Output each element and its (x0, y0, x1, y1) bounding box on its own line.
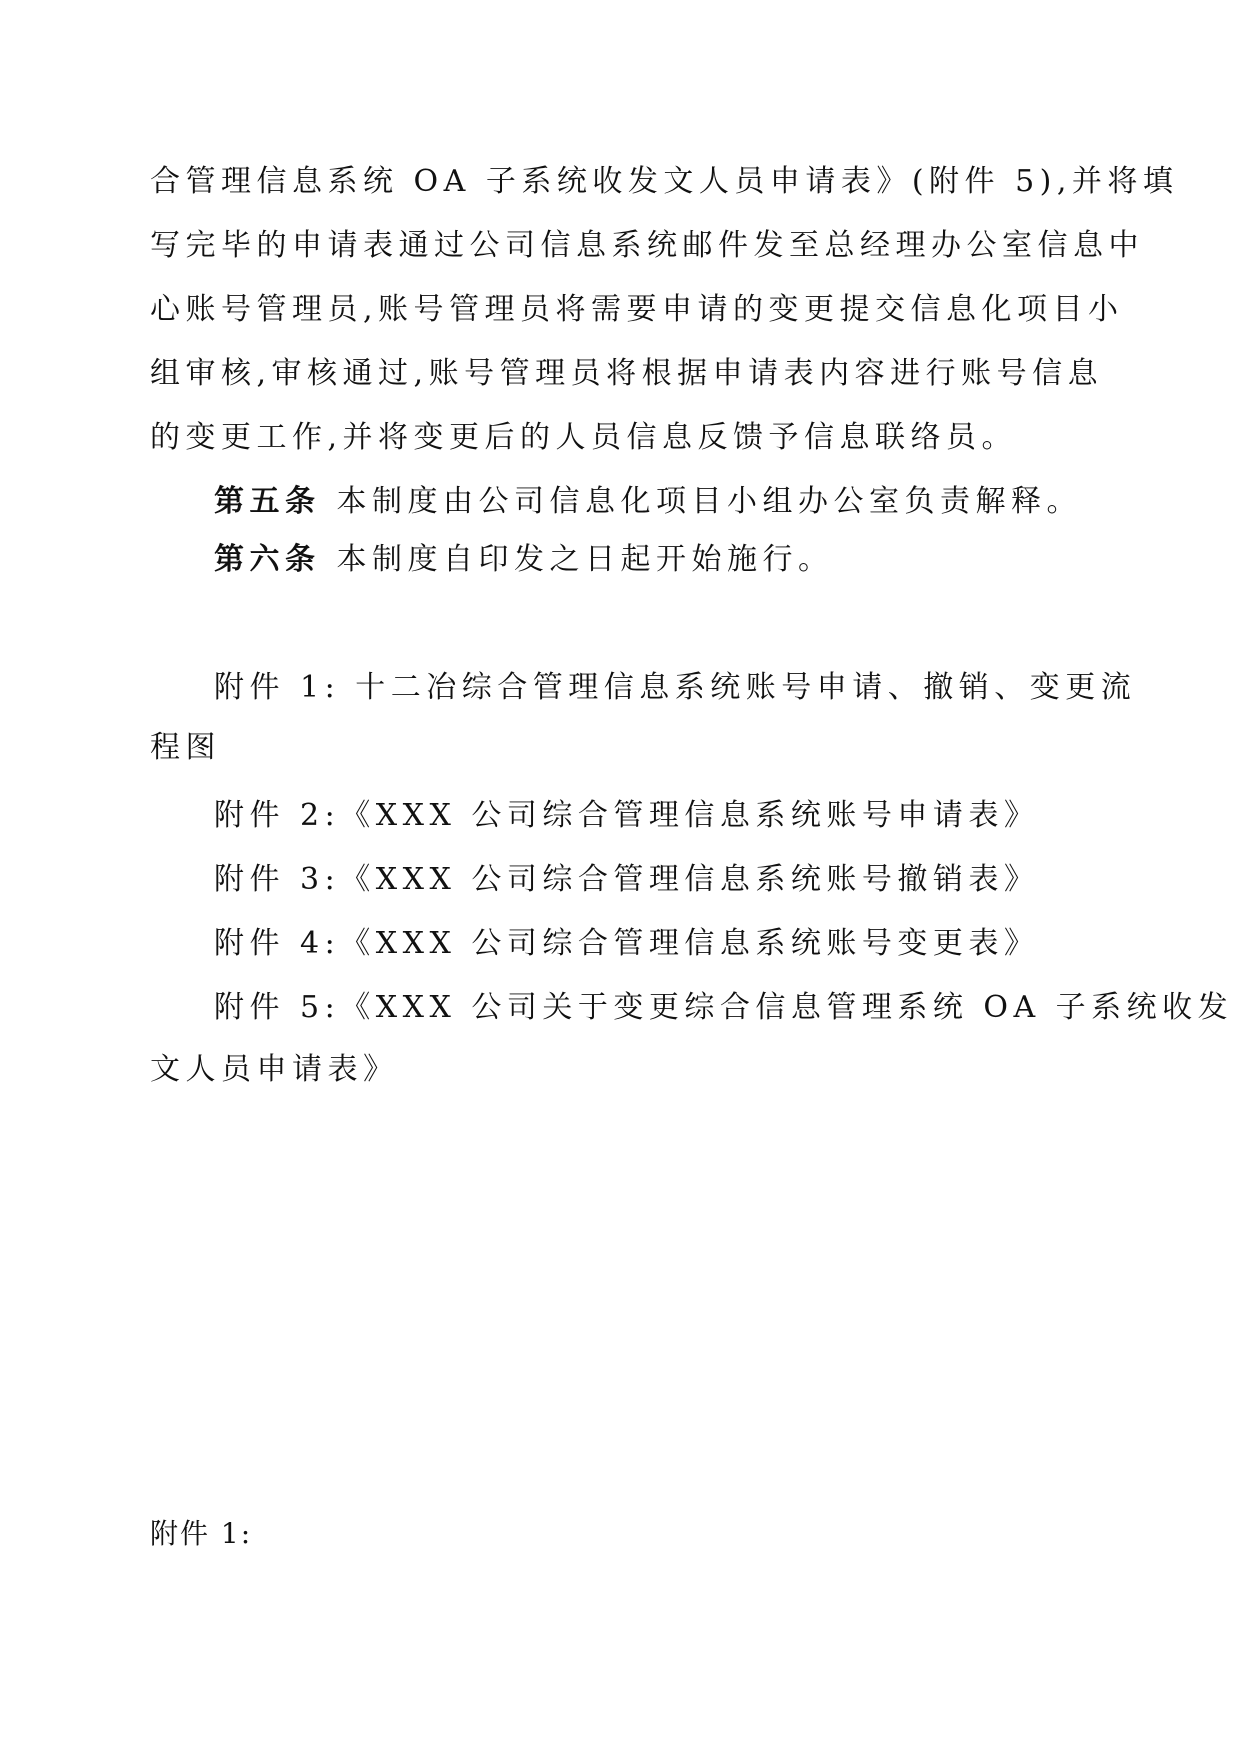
paragraph-line-2: 写完毕的申请表通过公司信息系统邮件发至总经理办公室信息中 (150, 228, 1144, 263)
article-number: 第六条 (214, 542, 321, 577)
paragraph-line-4: 组审核,审核通过,账号管理员将根据申请表内容进行账号信息 (150, 356, 1104, 391)
attachment-4: 附件 4:《XXX 公司综合管理信息系统账号变更表》 (214, 926, 1040, 961)
attachment-2: 附件 2:《XXX 公司综合管理信息系统账号申请表》 (214, 798, 1040, 833)
attachment-1-heading: 附件 1: (150, 1517, 253, 1550)
paragraph-line-3: 心账号管理员,账号管理员将需要申请的变更提交信息化项目小 (150, 292, 1124, 327)
attachment-5-line-1: 附件 5:《XXX 公司关于变更综合信息管理系统 OA 子系统收发 (214, 990, 1234, 1025)
article-text: 本制度自印发之日起开始施行。 (336, 542, 834, 577)
paragraph-line-5: 的变更工作,并将变更后的人员信息反馈予信息联络员。 (150, 420, 1018, 455)
article-6 (214, 540, 1090, 580)
paragraph-line-1: 合管理信息系统 OA 子系统收发文人员申请表》(附件 5),并将填 (150, 164, 1179, 199)
article-number: 第五条 (214, 484, 321, 519)
attachment-1-line-1: 附件 1: 十二冶综合管理信息系统账号申请、撤销、变更流 (214, 670, 1137, 705)
article-5 (214, 482, 1090, 522)
article-text: 本制度由公司信息化项目小组办公室负责解释。 (336, 484, 1082, 519)
attachment-1-line-2: 程图 (150, 730, 221, 765)
attachment-5-line-2: 文人员申请表》 (150, 1052, 399, 1087)
attachment-3: 附件 3:《XXX 公司综合管理信息系统账号撤销表》 (214, 862, 1040, 897)
